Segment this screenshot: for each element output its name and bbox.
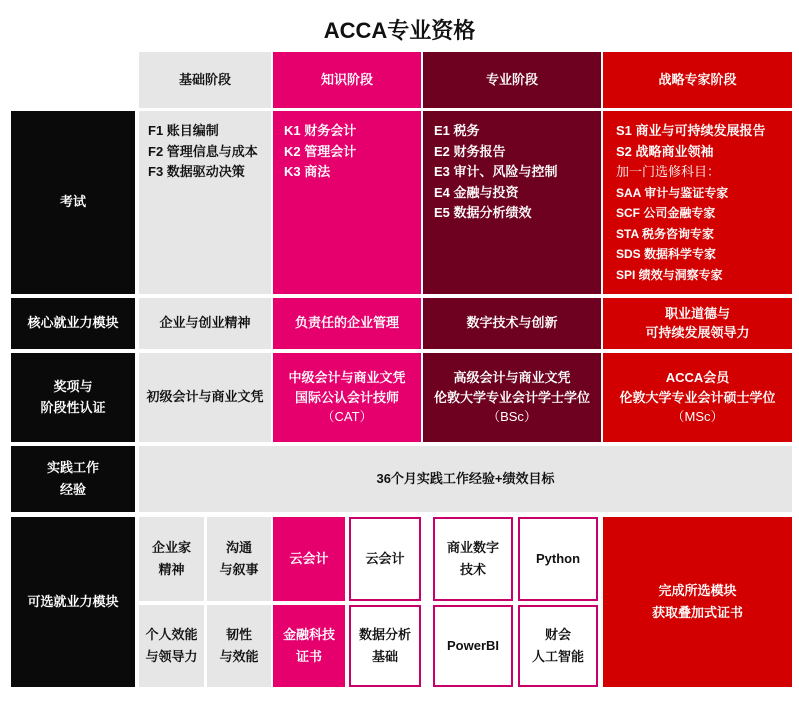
module-entrepreneurship: [139, 517, 204, 601]
exam-item: STA 税务咨询专家: [616, 226, 714, 241]
award-foundation: 初级会计与商业文凭: [139, 353, 271, 442]
award-line: （BSc）: [487, 409, 537, 425]
exam-item: E1 税务: [434, 123, 480, 138]
row-label-exam: 考试: [11, 111, 135, 294]
award-line: 国际公认会计技师: [294, 389, 399, 405]
header-knowledge: 知识阶段: [273, 52, 421, 108]
exam-item: SPI 绩效与洞察专家: [616, 267, 723, 282]
module-line: 与效能: [219, 649, 259, 664]
award-line: （MSc）: [671, 409, 724, 425]
optional-strategic: [603, 517, 792, 687]
module-line: 沟通: [225, 539, 252, 555]
exam-item: E3 审计、风险与控制: [434, 164, 558, 179]
row-label-practice-line: 经验: [59, 482, 86, 497]
module-line: 精神: [158, 562, 185, 577]
module-line: 与领导力: [145, 649, 198, 664]
exam-foundation-list: [148, 121, 258, 183]
module-personal-effectiveness: [139, 605, 204, 687]
core-strategic: [603, 298, 792, 349]
row-label-practice-line: 实践工作: [46, 459, 99, 475]
module-cloud-accounting-knowledge: 云会计: [273, 517, 345, 601]
exam-item: E5 数据分析绩效: [434, 205, 532, 220]
module-line: 企业家: [151, 539, 191, 555]
module-line: 金融科技: [282, 626, 335, 642]
page-title: ACCA专业资格: [323, 18, 476, 43]
exam-item: K3 商法: [284, 164, 331, 179]
header-strategic: 战略专家阶段: [603, 52, 792, 108]
module-python: Python: [518, 517, 598, 601]
exam-item: F2 管理信息与成本: [148, 143, 258, 159]
exam-knowledge-cell: [273, 111, 421, 294]
row-label-core: 核心就业力模块: [11, 298, 135, 349]
row-label-award-line: 阶段性认证: [40, 399, 106, 415]
core-strategic-line: 可持续发展领导力: [645, 324, 750, 340]
header-foundation: 基础阶段: [139, 52, 271, 108]
award-line: 高级会计与商业文凭: [453, 370, 571, 386]
award-line: 伦敦大学专业会计硕士学位: [619, 389, 776, 405]
row-label-award: [11, 353, 135, 442]
exam-professional-cell: [423, 111, 601, 294]
row-label-award-line: 奖项与: [53, 378, 93, 394]
exam-item: S1 商业与可持续发展报告: [616, 123, 766, 138]
exam-item: SCF 公司金融专家: [616, 206, 716, 220]
module-resilience: [207, 605, 271, 687]
exam-knowledge-list: [284, 121, 356, 183]
module-line: 人工智能: [531, 649, 584, 664]
module-line: 韧性: [225, 626, 252, 642]
exam-foundation-cell: [139, 111, 271, 294]
module-line: 与叙事: [219, 562, 259, 577]
exam-item: F3 数据驱动决策: [148, 164, 245, 179]
exam-elective-note: 加一门选修科目：: [616, 164, 721, 179]
module-line: 技术: [459, 562, 486, 577]
award-professional: [423, 353, 601, 442]
row-label-practice: [11, 446, 135, 512]
module-communication: [207, 517, 271, 601]
module-line: 数据分析: [358, 626, 411, 642]
exam-item: F1 账目编制: [148, 123, 219, 138]
exam-strategic-cell: [603, 111, 792, 294]
optional-strategic-line: 获取叠加式证书: [651, 605, 743, 620]
module-data-analytics-basics: [349, 605, 421, 687]
award-knowledge: [273, 353, 421, 442]
exam-item: E2 财务报告: [434, 143, 506, 159]
core-foundation: 企业与创业精神: [139, 298, 271, 349]
exam-item: SDS 数据科学专家: [616, 247, 717, 261]
module-fintech-certificate: [273, 605, 345, 687]
award-line: 中级会计与商业文凭: [288, 370, 406, 386]
core-professional: 数字技术与创新: [423, 298, 601, 349]
optional-strategic-line: 完成所选模块: [658, 582, 737, 598]
module-line: 基础: [371, 649, 398, 664]
award-line: 伦敦大学专业会计学士学位: [433, 389, 590, 405]
practice-requirement: 36个月实践工作经验+绩效目标: [139, 446, 792, 512]
core-strategic-line: 职业道德与: [664, 305, 730, 321]
award-line: （CAT）: [321, 409, 373, 425]
exam-item: K1 财务会计: [284, 123, 357, 138]
module-line: 财会: [544, 626, 571, 642]
award-line: ACCA会员: [665, 370, 730, 386]
exam-strategic-list: [616, 121, 766, 285]
module-powerbi: PowerBI: [433, 605, 513, 687]
header-professional: 专业阶段: [423, 52, 601, 108]
exam-item: S2 战略商业领袖: [616, 143, 714, 159]
module-ai-accounting: [518, 605, 598, 687]
award-strategic: [603, 353, 792, 442]
core-knowledge: 负责任的企业管理: [273, 298, 421, 349]
module-business-digital-tech: [433, 517, 513, 601]
exam-item: SAA 审计与鉴证专家: [616, 185, 729, 200]
module-line: 个人效能: [145, 626, 198, 642]
module-line: 证书: [295, 649, 322, 664]
module-cloud-accounting: 云会计: [349, 517, 421, 601]
exam-item: E4 金融与投资: [434, 184, 519, 200]
row-label-optional: 可选就业力模块: [11, 517, 135, 687]
module-line: 商业数字: [446, 539, 499, 555]
exam-professional-list: [434, 121, 558, 224]
exam-item: K2 管理会计: [284, 143, 357, 159]
